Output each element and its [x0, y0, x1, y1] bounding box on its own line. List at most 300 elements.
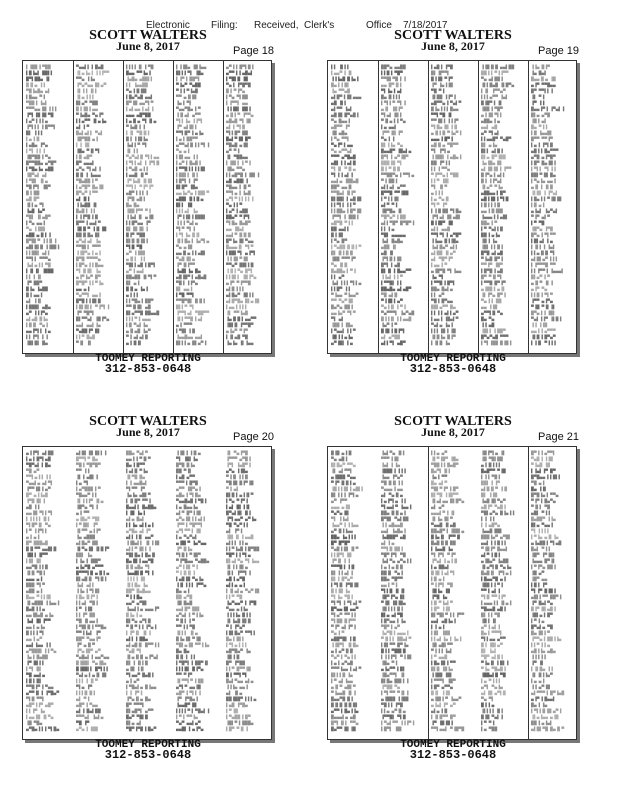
index-entry-mark: ▐█▀ ▐▀▐█▌ — [531, 552, 556, 557]
index-entry-mark: █▌▄▀ ▀██ — [76, 100, 98, 105]
index-entry-mark: █▄ ▀▄ — [481, 316, 495, 321]
index-entry-mark: ▀▀█▄▌ █▐▀ — [331, 190, 356, 195]
index-entry-mark: ▄▌█▌▐█ █▌▌▐ — [76, 450, 107, 455]
index-entry-mark: ▀▌ ▌▌▌▌ — [531, 528, 551, 533]
index-entry-mark: ▀▐▄ ▀█▄█▐ — [481, 666, 506, 671]
index-entry-mark: ▐█▄ ▀▀▄ — [226, 166, 246, 171]
index-entry-mark: ▀▄ ▄█▐ — [331, 456, 348, 461]
index-entry-mark: █▌ ▐▐█ — [481, 492, 498, 497]
index-entry-mark: ▄▌▌▌ ▌▌▄ — [226, 540, 248, 545]
index-entry-mark: ▀█▌▀▐▀ ▌█▀ — [431, 486, 459, 491]
index-entry-mark: ▌▐█▌▌ ▌▀▐ — [226, 160, 251, 165]
index-entry-mark: ▀▐▄▄█ ▐▌▐ — [331, 690, 356, 695]
index-entry-mark: ▄▌█▀█▄ █▌▄▐█ — [226, 298, 260, 303]
index-entry-mark: ▄▐█ ▐▐▌ — [126, 666, 146, 671]
index-entry-mark: ▀▌▐▀ █▐█▐ — [531, 588, 556, 593]
index-entry-mark: ▀▄█▄▌▐ ▄▄▀▄▄ — [76, 654, 110, 659]
index-entry-mark: █▌▄ ▀▄▄▐ — [531, 522, 553, 527]
index-entry-mark: ▀▀ ▄▐▌█▌ — [176, 94, 198, 99]
index-entry-mark: ▐██▄▌█ ▀█ — [481, 672, 506, 677]
index-entry-mark: ▐▌█▌ ▌▐▀▄▌ — [531, 190, 559, 195]
index-entry-mark: ▄▀▀▐▌▐ ▐▀█▄▀ — [26, 690, 60, 695]
index-entry-mark: ▀█▌▄▐█ ▀▀▐▐▄ — [176, 642, 210, 647]
reporting-company: TOOMEY REPORTING — [400, 739, 506, 751]
index-entry-mark: ▄▄▌▐ ▌█▐▐ — [481, 540, 506, 545]
index-entry-mark: ▄▌ ▀▄▐▌▄ — [381, 492, 403, 497]
index-entry-mark: ▀▐█ ▐█▐█▄ — [381, 600, 406, 605]
index-entry-mark: █▄█▐ ▐▐ — [76, 208, 96, 213]
header-word: Received, — [254, 20, 299, 31]
index-entry-mark: █▐ ▐█▌▄▀ — [481, 642, 503, 647]
index-entry-mark: ██▀▄ ▄▄██ — [381, 64, 406, 69]
index-entry-mark: ▌▌▌▐█ ▌▐█ — [431, 328, 456, 333]
index-entry-mark: █▐▌▐ ▐▐ — [176, 654, 196, 659]
index-entry-mark: ▄▐▌▌ ▐▐ — [126, 256, 146, 261]
index-column — [528, 447, 576, 739]
index-entry-mark: ▐▐▐▄█ █▐▄▐ — [331, 76, 359, 81]
index-entry-mark: ▐██▐▀▀ ▀▐ — [126, 208, 151, 213]
index-entry-mark: ▐▀ ▐█▐█▐ — [431, 720, 453, 725]
index-entry-mark: ▀▌ ▐█▌▐▄ — [176, 456, 198, 461]
index-entry-mark: █▌ ▐▐▐ — [26, 130, 43, 135]
index-entry-mark: ▀▐▌▌ ▀█ — [531, 504, 551, 509]
index-entry-mark: ▌▐▀▐ ██▀▌ — [176, 76, 201, 81]
index-entry-mark: ▄▄▌ ▄▄▌▐▄ — [76, 322, 101, 327]
index-entry-mark: ▌▀ ▄▌▐▄▄ — [331, 678, 353, 683]
index-entry-mark: ▀▌▐▄ ▀█▐ — [331, 594, 353, 599]
index-entry-mark: ▄▐ ▌▌ — [126, 292, 140, 297]
index-entry-mark: ▀▄ ▄▀▀▄▌ — [331, 148, 353, 153]
index-entry-mark: ▌█▌▀▀ █▀▐▄ — [381, 642, 409, 647]
index-entry-mark: ▐▄█▌▐▄ █▄ — [176, 268, 201, 273]
index-entry-mark: ▄▄█▌▐ ▄▐▀▄ — [176, 726, 204, 731]
index-entry-mark: ▐▐█▀▌ ▐▌█▄ — [331, 642, 359, 647]
reporter-footer — [325, 354, 581, 374]
index-entry-mark: ▐▐ ▄█▄▄█ — [381, 522, 403, 527]
index-entry-mark: ▐▄▐ ▀▌ — [176, 100, 193, 105]
index-entry-mark: ▀▀▌▄ ▌▐▄█ — [226, 190, 251, 195]
index-entry-mark: █▄▀▄ ██▐ — [331, 304, 353, 309]
index-entry-mark: █▀▀▌▀ █▄ — [76, 456, 98, 461]
index-entry-mark: ▌█▐▌ ▀▄▐ — [26, 322, 48, 327]
index-entry-mark: ▌▀▀▀▌ ▐█▀ — [431, 678, 456, 683]
index-entry-mark: ▀▀▌█▀ ▌▄▐▄ — [176, 130, 204, 135]
index-entry-mark: ▐▄▄▀ ▌▐▐▄▄ — [331, 522, 359, 527]
index-entry-mark: ▌▀▄▄▌ ▌▌▀ — [331, 328, 356, 333]
index-entry-mark: ██▌▄▀▀ █▄ — [431, 304, 456, 309]
index-entry-mark: ▀▌▀ ▐▀ — [431, 202, 448, 207]
index-entry-mark: ▀▌█▄ █▌▐▐▌ — [431, 124, 459, 129]
index-entry-mark: ▄▀▄ ▀▌▄▌▐ — [76, 166, 101, 171]
index-entry-mark: ▐▐ ▄█ — [481, 322, 495, 327]
index-column — [378, 447, 429, 739]
index-entry-mark: ▀▄█ ▌▐▐█ — [531, 456, 553, 461]
index-entry-mark: ▀▌▄▄▀ █▄█▐ — [126, 672, 154, 677]
index-entry-mark: ██▄█▄ ▄▌▄█▀ — [381, 286, 412, 291]
index-entry-mark: ▐█▀▄ ▀▌▐ — [76, 504, 98, 509]
index-entry-mark: ▀▄ ▌▀ — [331, 630, 345, 635]
index-entry-mark: ▐▀██ ▀▄ — [381, 684, 401, 689]
index-entry-mark: ▐▌▌▀▀█ ▌▄▌ — [176, 316, 204, 321]
index-entry-mark: ▀▐▀ ▄▌▐▀▐ — [331, 624, 356, 629]
index-entry-mark: █▌ █▀▀▌ — [431, 70, 451, 75]
index-entry-mark: ▀▌▐▌█▌ ▐▄ — [76, 268, 101, 273]
index-entry-mark: ▄▀ ▌▄▄▌ — [126, 268, 146, 273]
index-entry-mark: █▀█ ▀▀▀▀▄ — [76, 256, 101, 261]
index-entry-mark: ▄▄▐▄▀ ▀▌▀ — [331, 310, 356, 315]
index-entry-mark: █▐▌ ▐▐█ — [431, 690, 451, 695]
index-entry-mark: ▌▐▐▐▐ ▐▌▌ — [26, 516, 51, 521]
index-entry-mark: ▐▌▀▀▌▀ ▌██ — [176, 678, 204, 683]
index-entry-mark: ▐▌ ▌▌ — [126, 148, 140, 153]
index-entry-mark: ▐▐▌▌▀▄ █▀▌ — [226, 268, 254, 273]
index-entry-mark: ▀▄ ▐▌█ — [331, 262, 348, 267]
index-entry-mark: ▐▀ ▐▄▐▐█ — [431, 82, 453, 87]
index-entry-mark: ▌▀█▄▐▄ ▄██ — [26, 166, 54, 171]
index-entry-mark: ▌▀█▄▌▄ █▐▄▄ — [126, 684, 157, 689]
index-entry-mark: █▄▐ ▀▀▀▌ — [481, 630, 503, 635]
index-entry-mark: ▄▀▄▌▐ ▀▐▐▄ — [176, 612, 204, 617]
index-entry-mark: ▄▄▄ ▄▐ — [26, 576, 43, 581]
index-entry-mark: █▐▐█▀ ▐█ — [431, 220, 453, 225]
index-entry-mark: ▐▄▀█▐ ▄▄▄▐ — [381, 630, 409, 635]
index-entry-mark: ▀▐▀▀▄▐ ▀██ — [431, 172, 459, 177]
index-entry-mark: ▌▄ ▌▐▀▌█ — [531, 142, 553, 147]
index-entry-mark: ▀█▐ █▀▄▄ — [431, 298, 453, 303]
index-entry-mark: ▐▐██▌ ▌▄█▄▐ — [431, 154, 462, 159]
index-entry-mark: ▌▐ ▄▄█▄▌ — [126, 480, 148, 485]
index-entry-mark: ▀▄▀▐ ▀▄▐▐ — [331, 654, 356, 659]
index-entry-mark: ▀▄▄█▄█ ▌▀█▐ — [176, 498, 207, 503]
index-entry-mark: ▌▐▐▀█ ▌█ — [76, 214, 98, 219]
index-entry-mark: ▌▄ ▌█ — [26, 136, 40, 141]
index-entry-mark: ▄█ ▐▌ — [381, 250, 395, 255]
index-entry-mark: █▄▀ ▀█▌█ — [126, 714, 148, 719]
index-entry-mark: █▄▀▀ █▌▐█ — [331, 726, 356, 731]
index-entry-mark: █▄▄▌▌ █▄██▄ — [126, 504, 157, 509]
index-entry-mark: ▄▀▌▀▀▐ ▐█ — [176, 528, 201, 533]
index-entry-mark: ▀█ ▀▐ — [431, 88, 445, 93]
index-entry-mark: ▄▐███ ▀▄▄ — [331, 474, 356, 479]
index-column — [23, 61, 74, 353]
index-entry-mark: ███▐█ ▀▌ — [381, 160, 403, 165]
index-entry-mark: ▌▀█ ▀▀▌ — [176, 292, 196, 297]
index-entry-mark: ▄▄▐▀▌▌ ▌▄ — [26, 328, 51, 333]
index-entry-mark: ▄▄▐ ▌▀▐▌▀ — [126, 456, 151, 461]
index-entry-mark: ▄▌ ▐▀▐ — [226, 528, 243, 533]
index-entry-mark: ▄▀▌ ▀▄▐▄ — [481, 684, 503, 689]
index-entry-mark: ▐▀ █▄▌▀▄ — [531, 600, 553, 605]
index-entry-mark: ▌▐▌▌▐ ▐▄▌ — [531, 244, 556, 249]
index-entry-mark: ▐▀▀█▌ ▀▌█ — [381, 714, 406, 719]
index-entry-mark: ▀▌▐▌ ▀▐▌▄ — [331, 166, 356, 171]
index-entry-mark: ▐▄▌ █▌▐▀▀ — [26, 618, 51, 623]
index-entry-mark: ▄▄▄ ▄█▀██ — [126, 112, 151, 117]
index-entry-mark: ▌▄▀ ▌▄██ — [226, 208, 248, 213]
index-entry-mark: ██▄ ▐▄▐▐▐ — [331, 534, 356, 539]
index-entry-mark: ▌▀▄ ▄▄▐ — [26, 220, 46, 225]
index-entry-mark: ▌▄▐▀▌▄ ▐▐ — [381, 498, 406, 503]
index-entry-mark: ██▀ ▀▄▄▐▀ — [76, 636, 101, 641]
index-entry-mark: ▐▌█ ▀█▐ — [26, 570, 46, 575]
index-entry-mark: ▌▌██▄ ▌█▀▐█ — [331, 208, 362, 213]
index-entry-mark: ▄▌▌▄▌ ▄▀▀ — [381, 184, 406, 189]
index-entry-mark: ▄▄▐█ ▀▌▌▀▌ — [26, 510, 54, 515]
index-entry-mark: ▐█▀▄ ▐▀█ — [531, 226, 553, 231]
index-entry-mark: ▀▌▐▀▌ ▀▐▀ — [431, 552, 456, 557]
index-entry-mark: ▄▌▐█ ▄▀▌█ — [481, 690, 506, 695]
index-entry-mark: ▄█▐▐█ ▌▀▌█ — [481, 196, 509, 201]
index-entry-mark: █▌▐█ █▌▐ — [126, 226, 148, 231]
index-entry-mark: ▀▄▌▄ ▐▄▐ — [431, 322, 453, 327]
index-entry-mark: ▄▄▌▐▄▄ ▐▐ — [26, 642, 51, 647]
index-entry-mark: █▄▄ ▀▐▐▐█ — [26, 594, 51, 599]
index-entry-mark: ██ ▐▀▐▐ — [431, 160, 451, 165]
index-entry-mark: ▄▐█▌▌▀ ▐▄▄▀ — [431, 696, 462, 701]
index-entry-mark: ▐██▐ ▌▀▐ — [481, 582, 503, 587]
index-entry-mark: ▌▄ ▄▐ — [531, 678, 545, 683]
index-entry-mark: █▐█ ▌█▐▀▌ — [381, 328, 406, 333]
index-entry-mark: ▌█▌█▄▀ ▀▀▌▌ — [226, 630, 257, 635]
index-entry-mark: ▄▐▐▀▌ ▄▌██ — [26, 450, 54, 455]
index-entry-mark: ██▀ ▄▄▐▌ — [331, 184, 353, 189]
index-entry-mark: ▌▌▀▐▄█ ▌█▀██ — [226, 546, 260, 551]
index-entry-mark: ▌▀▐▄ ▄▐▌▐▄ — [531, 534, 559, 539]
index-entry-mark: ▀▐▀ ▄▌▀ — [531, 214, 551, 219]
index-entry-mark: ▐▀▄▐▌▄ █▄ — [126, 696, 151, 701]
index-entry-mark: ▌▄ ▀▄▐▌ — [431, 196, 451, 201]
index-entry-mark: █▄█▀▀ ▀▐█ — [481, 468, 506, 473]
index-entry-mark: ▀█ ▐▌▄▄▐ — [76, 618, 98, 623]
page-number: Page 21 — [538, 431, 579, 443]
index-entry-mark: █▀▀ ▌▄▄▌▀ — [76, 220, 101, 225]
index-entry-mark: ▀▄ █▄▄▐ — [331, 118, 351, 123]
index-entry-mark: ▐▄▌█▄▀ ▄▌▌ — [431, 244, 459, 249]
word-index-box — [22, 446, 272, 740]
index-entry-mark: ▄▌▐ █▄▌██ — [76, 708, 101, 713]
index-entry-mark: ▀▄▐ ▐▀█▀█ — [226, 82, 251, 87]
index-entry-mark: █▄ █▐▐▐ — [381, 94, 401, 99]
index-entry-mark: ▀▀▐▌█▌ ▄█ — [126, 304, 151, 309]
index-entry-mark: ██▌ ▌▐▀ — [481, 480, 501, 485]
index-column — [173, 61, 224, 353]
index-entry-mark: ▄▀█▄▐▐ ▌▀▌█▄ — [26, 726, 60, 731]
index-entry-mark: ▌▀▄██ ▌█▀ — [226, 714, 251, 719]
index-entry-mark: ▀█▄▄▀ ▌▌ — [76, 492, 98, 497]
index-entry-mark: █▐ ▀▀▌▀▌ — [226, 672, 248, 677]
index-entry-mark: ▌▐ ▐█ — [76, 142, 90, 147]
index-entry-mark: ▀▐ █▐▌▐ — [176, 570, 196, 575]
index-entry-mark: ▌▌▄▌▐▄ ▌▐▄▐ — [431, 636, 462, 641]
index-entry-mark: ▀▀▌▄▐▐ ▐▐ — [26, 474, 51, 479]
index-entry-mark: █▀▀▀▌█ ▄▐▌▌▄ — [76, 570, 110, 575]
index-entry-mark: ▀█▐ ▀█▀█▀ — [76, 462, 101, 467]
index-entry-mark: ▐▀ █▐▄ — [176, 546, 193, 551]
index-entry-mark: █▐▌ ▌▐▄▄▄ — [76, 172, 101, 177]
index-entry-mark: ██▄ ▌▀ — [481, 220, 498, 225]
index-entry-mark: ▄▌▀ ▌█▐ — [481, 552, 501, 557]
index-entry-mark: █▀▌██▄ ▐▌ — [26, 76, 51, 81]
index-entry-mark: ██ ▀▐▌ — [176, 468, 193, 473]
index-entry-mark: ▄█ ▐▐ — [26, 504, 40, 509]
index-entry-mark: ▌▀▌▄▐ ▌▌ — [226, 642, 248, 647]
index-entry-mark: █▌ ▌▐▌▌█ — [126, 660, 148, 665]
index-entry-mark: ▀▄▄▀█▄ ▌▀ — [176, 106, 201, 111]
index-entry-mark: ▐▀▌▄▄▀ ▄▀▐▄ — [226, 516, 257, 521]
index-entry-mark: ▄▌ ▄▀██ — [381, 334, 401, 339]
index-entry-mark: ▄▄▐█▄█ ▄▐▄ — [26, 612, 54, 617]
index-entry-mark: ▄▌█▄▀ ██ — [76, 540, 98, 545]
index-entry-mark: █▌▐▐ ▌▐▀▌▄ — [331, 492, 359, 497]
index-entry-mark: █▌▄▀ ▌▀ — [531, 274, 551, 279]
index-entry-mark: ▀█ ▄▐ — [531, 480, 545, 485]
index-entry-mark: ▌▐ ▐▀▐ — [126, 690, 143, 695]
index-entry-mark: ▄▐█▄▀ ▐▄██ — [481, 558, 509, 563]
index-entry-mark: ▐▌▄▀▌█ ▀▄▐▄ — [481, 564, 512, 569]
index-entry-mark: █▄▌▀▄▄ ▄▌▄ — [226, 678, 254, 683]
index-entry-mark: ▀▄ ▄▐ — [176, 148, 190, 153]
header-word: 7/18/2017 — [403, 20, 448, 31]
index-entry-mark: ▀▄▌▄▐ ▄▐▌▐█ — [76, 672, 107, 677]
reporter-footer — [20, 740, 276, 760]
index-entry-mark: ▀▄ ▌▌▀ — [226, 202, 243, 207]
index-entry-mark: ▌▄█ ▐▀█▄ — [226, 702, 248, 707]
index-entry-mark: ▐██ ▌▀█▀ — [481, 106, 503, 111]
index-entry-mark: ▀▄▄▌▌▐ █▄█ — [76, 64, 104, 69]
index-entry-mark: ▌▄▀█▀ █▄▐█ — [76, 184, 104, 189]
index-entry-mark: ▌▌▀ ▌▌▄ — [531, 642, 551, 647]
index-entry-mark: ▀▀▀▄▌ ▐▄▌▄ — [76, 714, 104, 719]
index-entry-mark: ▐█▐ ▐▌ — [481, 618, 498, 623]
index-entry-mark: ▐▄▌▀▄ ▄▀▄▐▐ — [381, 558, 412, 563]
index-entry-mark: ▐▄█ █▌▀▄▀ — [481, 498, 506, 503]
index-entry-mark: ▄▌ ▌▄ — [381, 540, 395, 545]
index-entry-mark: ▀█▐▐ ▐▀█ — [381, 702, 403, 707]
index-entry-mark: ▐█▌█ ▐▀▀█▀ — [226, 322, 254, 327]
index-entry-mark: ▐▀█ ▄█▐ — [126, 196, 146, 201]
index-entry-mark: █▐ █▌▌▄▄ — [76, 106, 98, 111]
index-entry-mark: ▄▄ ▌█▐██ — [481, 208, 503, 213]
index-entry-mark: ▄▐▄▌ ▐▄▀▄▌ — [531, 208, 559, 213]
index-entry-mark: ▀▀▌▀█ ▐▌ — [431, 112, 453, 117]
index-entry-mark: ▀▄█ ▀▌ — [126, 648, 143, 653]
index-entry-mark: ▄██ ▄▐▌▌▐ — [26, 232, 51, 237]
index-entry-mark: ▀▐▐▌ ▌▌█ — [226, 474, 248, 479]
index-entry-mark: ▀▌▄▌ █▌▌ — [381, 112, 403, 117]
index-entry-mark: ▄▐██▐ ▄▐▌ — [481, 286, 506, 291]
index-entry-mark: ▄█▀ ▌▀▄▄ — [76, 702, 98, 707]
index-entry-mark: ▌▄▀▐ █▄█▐ — [176, 160, 201, 165]
index-entry-mark: █▄ ▄▐ — [176, 588, 190, 593]
index-entry-mark: █▌▐▌▐ █▄▄▀▀ — [381, 268, 412, 273]
index-entry-mark: █▄█ ▌▌▄ — [26, 606, 46, 611]
index-entry-mark: ▄▐███ ▐▐██ — [381, 696, 409, 701]
index-entry-mark: ▀█ ▄▀ — [26, 468, 40, 473]
index-entry-mark: █▀▀ ▀▀▐▀ — [531, 136, 553, 141]
index-entry-mark: ▌█▄▀▄█ ▄▄▌ — [126, 94, 154, 99]
index-entry-mark: ▌▀▌▀▀ ▀▐▌▐ — [381, 690, 409, 695]
index-entry-mark: ▌▀▌█ ▐▀█▐█ — [331, 582, 359, 587]
index-entry-mark: █▌▌▌▀▌ ▐█▄ — [176, 70, 204, 75]
index-entry-mark: ▄█▄█ ▀▌▐█ — [226, 118, 251, 123]
index-entry-mark: ▐█ ▌█ — [226, 654, 240, 659]
index-entry-mark: ▐▌▐▐▐▀ ▐▌▄ — [76, 498, 104, 503]
index-entry-mark: ▀▐█ ▀▐▌▐▌ — [531, 304, 556, 309]
index-entry-mark: ▌▌▌▌▀▐ ▀█▄▌▐ — [176, 708, 210, 713]
index-entry-mark: ▄█▌▌▀▀ ██▀▐ — [531, 594, 562, 599]
index-entry-mark: █▌ ▄▐▄ — [481, 142, 498, 147]
index-entry-mark: ██▀ █▄█▄▄ — [126, 588, 151, 593]
index-entry-mark: ▐█ ▄█▌▀▀ — [431, 642, 453, 647]
index-entry-mark: ██▄ █▐▌▄▐ — [381, 510, 406, 515]
index-entry-mark: ▌▐▌ ▀█▐▌▌ — [126, 130, 151, 135]
index-entry-mark: ▌▌▐▀▌ ▌▐ — [26, 334, 48, 339]
index-entry-mark: ▄▀▀▌█ ▀▄ — [481, 310, 503, 315]
page-number: Page 20 — [233, 431, 274, 443]
index-entry-mark: ▀▌█ ▀▀▌ — [26, 696, 46, 701]
index-entry-mark: █▄▐█ ▌▄▄▀█ — [126, 558, 154, 563]
index-entry-mark: ▌▐▌█▀ ▀▀▐ — [126, 498, 151, 503]
index-entry-mark: ▀▌▀▌▐ ▀▌▄▌▀ — [331, 600, 362, 605]
index-entry-mark: ▐▀ █▌▌▌ — [26, 660, 46, 665]
index-entry-mark: ▀▐▌▄▐ ▌▀▄ — [381, 118, 406, 123]
index-entry-mark: █▄▀▌ █▐ — [431, 468, 451, 473]
index-entry-mark: ▀▀█▌▌ ▀▀▀ — [76, 244, 101, 249]
index-entry-mark: ▌█ ▐▄▄█▌ — [531, 130, 553, 135]
index-entry-mark: ▀█▌▄▀▄ █▐▄▐▐ — [481, 510, 515, 515]
index-entry-mark: ▐▌▐▐ █▌▄ — [226, 564, 248, 569]
index-entry-mark: ▐▐██ ▐█▌ — [431, 672, 453, 677]
index-entry-mark: █▀█▌ ▀▄▌██ — [381, 516, 409, 521]
reporter-phone: 312-853-0648 — [104, 362, 192, 376]
index-entry-mark: ▀▄ ▄▌██▐ — [481, 76, 503, 81]
index-entry-mark: ▐▀ ▄▌█▌▌ — [176, 124, 198, 129]
index-column — [73, 61, 124, 353]
index-entry-mark: █▐ ▀▐▀▄ — [226, 88, 246, 93]
index-entry-mark: █▌▐ █▀▄▀ — [331, 576, 353, 581]
index-entry-mark: █▌ ▌▌▄▌▐ — [331, 570, 353, 575]
index-entry-mark: ▀█▀▐ ▌▀▌▄ — [226, 552, 251, 557]
index-entry-mark: ▐▌▄▌▄▄ █▌█▀▄ — [431, 498, 465, 503]
reporter-footer — [20, 354, 276, 374]
reporter-phone: 312-853-0648 — [409, 362, 497, 376]
index-entry-mark: ▀▌▀ ▀▌▐ — [176, 226, 196, 231]
index-entry-mark: ▀█▌▌▄█ ▌█▀▌ — [126, 262, 157, 267]
deponent-name: SCOTT WALTERS — [394, 414, 512, 429]
index-entry-mark: █▐ ▌▄ — [481, 702, 495, 707]
page-number: Page 18 — [233, 45, 274, 57]
index-entry-mark: ▄█▀▐ ▌▌▐ — [126, 190, 148, 195]
index-entry-mark: █▌▄ ▄▀█ — [531, 112, 551, 117]
index-entry-mark: ▐▐▐▄ ▄▄▐ — [226, 684, 248, 689]
index-entry-mark: ▄▀ ▐▀▀ — [331, 498, 348, 503]
index-entry-mark: ▀▀ ▀▄▀▐█ — [331, 298, 353, 303]
index-entry-mark: ▌▀ ▀▄▌▌█ — [481, 226, 503, 231]
index-entry-mark: ▄▀▐▐ █▀▌█▐ — [226, 64, 254, 69]
index-entry-mark: ▄▀▐█▌ ▌▄ — [331, 340, 353, 345]
index-entry-mark: ▌▐▌█▀▀ █▀ — [431, 714, 456, 719]
index-entry-mark: █▀▀██▄ ▄▀█▀ — [26, 160, 57, 165]
index-entry-mark: ▌▌▀▌▌ ▌▌▀ — [331, 202, 356, 207]
index-entry-mark: ▐▌▀▄▐█ ▐▌█▐▀ — [76, 546, 110, 551]
index-entry-mark: █▄ ▀▐▐ — [531, 124, 548, 129]
index-entry-mark: ▌▄▐ ██▀▀ — [176, 136, 198, 141]
index-entry-mark: ▀▐ ▄▌ — [226, 486, 240, 491]
index-entry-mark: ▀▀▌▌ ▀▐▀▐▀ — [126, 184, 154, 189]
index-entry-mark: ▐▌ ▀██▄▄ — [226, 154, 248, 159]
index-entry-mark: ▐█▀█▄ ▐▌ — [381, 208, 403, 213]
index-entry-mark: ▄▐▌▐ ▐▌█ — [531, 184, 553, 189]
